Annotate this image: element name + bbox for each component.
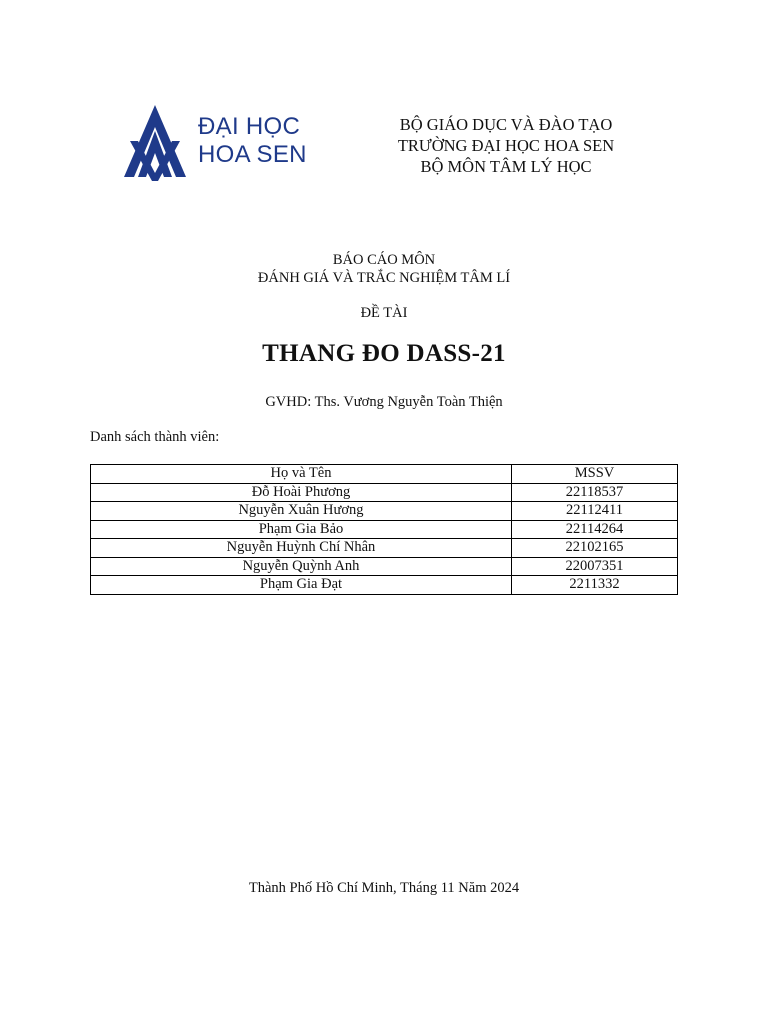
members-table — [90, 464, 678, 595]
member-id: 22112411 — [511, 502, 677, 521]
column-header-name: Họ và Tên — [91, 465, 512, 484]
column-header-id: MSSV — [511, 465, 677, 484]
member-name: Nguyễn Quỳnh Anh — [91, 557, 512, 576]
member-id: 22102165 — [511, 539, 677, 558]
topic-label: ĐỀ TÀI — [360, 305, 408, 321]
member-name: Đỗ Hoài Phương — [91, 483, 512, 502]
table-row — [91, 576, 678, 595]
member-id: 22114264 — [511, 520, 677, 539]
member-id: 22007351 — [511, 557, 677, 576]
logo-line-2: HOA SEN — [198, 141, 307, 168]
report-line-1: BÁO CÁO MÔN — [332, 252, 436, 268]
logo-line-1: ĐẠI HỌC — [198, 113, 301, 140]
institution-header — [360, 114, 652, 177]
member-name: Nguyễn Huỳnh Chí Nhân — [91, 539, 512, 558]
member-name: Phạm Gia Đạt — [91, 576, 512, 595]
university-logo — [118, 98, 323, 184]
university-name: TRƯỜNG ĐẠI HỌC HOA SEN — [397, 136, 615, 155]
table-header-row — [91, 465, 678, 484]
page-title: THANG ĐO DASS-21 — [262, 340, 506, 367]
member-id: 2211332 — [511, 576, 677, 595]
logo-wordmark — [198, 113, 307, 169]
department-name: BỘ MÔN TÂM LÝ HỌC — [420, 157, 592, 176]
place-and-date: Thành Phố Hồ Chí Minh, Tháng 11 Năm 2024 — [248, 880, 520, 896]
course-name: ĐÁNH GIÁ VÀ TRẮC NGHIỆM TÂM LÍ — [257, 270, 511, 286]
members-label: Danh sách thành viên: — [90, 429, 220, 445]
member-name: Phạm Gia Bảo — [91, 520, 512, 539]
member-id: 22118537 — [511, 483, 677, 502]
table-row — [91, 520, 678, 539]
report-heading — [0, 251, 768, 287]
table-row — [91, 502, 678, 521]
table-row — [91, 539, 678, 558]
table-row — [91, 483, 678, 502]
lotus-logo-icon — [118, 101, 192, 181]
ministry-name: BỘ GIÁO DỤC VÀ ĐÀO TẠO — [399, 115, 613, 134]
table-row — [91, 557, 678, 576]
member-name: Nguyễn Xuân Hương — [91, 502, 512, 521]
advisor-line: GVHD: Ths. Vương Nguyễn Toàn Thiện — [265, 394, 503, 410]
